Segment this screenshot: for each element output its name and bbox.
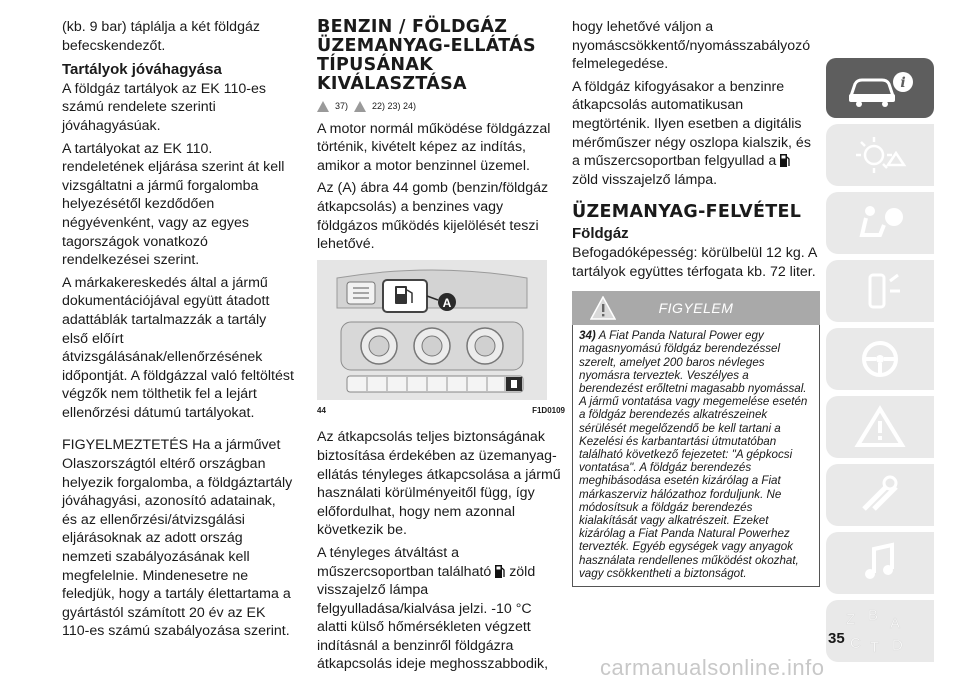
- fuel-paragraph-1: A motor normál működése földgázzal történik, kivételt képez az indítás, amikor a motor benzinnel üzemel.: [317, 120, 551, 174]
- warning-title: FIGYELEM: [658, 299, 734, 316]
- tank-paragraph-1: A földgáz tartályok az EK 110-es számú rendelete szerinti jóváhagyásúak.: [62, 80, 266, 134]
- airbag-safety-icon: [850, 201, 910, 245]
- fuel-paragraph-3: Az átkapcsolás teljes biztonságának biztosítása érdekében az üzemanyag-ellátás tényleges átkapcsolása a jármű használati körülményeitől függ, így előfordulhat, hogy nem azonnal következik be.: [317, 429, 561, 539]
- fuel-paragraph-4-end: zöld visszajelző lámpa felgyulladása/kialvása jelzi. -10 °C alatti külső hőmérsékleten végzett indításnál a benzinről földgázra átkapcsolás ideje meghosszabbodik,: [317, 563, 549, 673]
- fuel-pump-icon: [780, 154, 790, 167]
- page-number: 35: [828, 630, 845, 647]
- sidebar-tab-multimedia[interactable]: [826, 532, 934, 594]
- sidebar-tab-maintenance[interactable]: [826, 464, 934, 526]
- sidebar-tab-service[interactable]: [826, 260, 934, 322]
- warning-box-body: [572, 325, 820, 587]
- dashboard-figure: [317, 260, 565, 421]
- index-letter-c: C: [850, 635, 861, 652]
- chapter-sidebar: [826, 58, 936, 668]
- figure-code: F1D0109: [532, 405, 565, 415]
- tools-maintenance-icon: [850, 473, 910, 517]
- column-middle: [317, 18, 565, 678]
- sidebar-tab-warning[interactable]: [826, 396, 934, 458]
- figure-caption: [317, 402, 565, 421]
- warning-triangle-icon: [317, 101, 329, 112]
- column-left: [62, 18, 294, 645]
- caution-triangle-icon: [354, 101, 366, 112]
- reference-row: [317, 97, 565, 116]
- figure-marker-label: A: [442, 295, 452, 310]
- fuel-pump-icon: [495, 565, 505, 578]
- intro-text: (kb. 9 bar) táplálja a két földgáz befecskendezőt.: [62, 19, 260, 54]
- index-letter-d: D: [892, 637, 903, 654]
- dashboard-lights-icon: [850, 133, 910, 177]
- index-letter-z: Z: [846, 611, 856, 628]
- fuel-paragraph-2: Az (A) ábra 44 gomb (benzin/földgáz átkapcsolás) a benzines vagy földgázos működés kijelölését teszi lehetővé.: [317, 180, 549, 253]
- dashboard-illustration: [317, 260, 547, 400]
- svg-text:i: i: [900, 75, 906, 91]
- index-letter-b: B: [868, 607, 879, 624]
- tank-heading: Tartályok jóváhagyása: [62, 61, 222, 79]
- fuel-selection-heading: BENZIN / FÖLDGÁZ ÜZEMANYAG-ELLÁTÁS TÍPUSÁNAK KIVÁLASZTÁSA: [317, 17, 536, 94]
- wrench-service-icon: [850, 269, 910, 313]
- capacity-paragraph: Befogadóképesség: körülbelül 12 kg. A tartályok együttes térfogata kb. 72 liter.: [572, 244, 817, 280]
- reference-b: 22) 23) 24): [372, 101, 417, 111]
- music-multimedia-icon: [850, 541, 910, 585]
- warning-box-header: [572, 291, 820, 325]
- tank-warning-paragraph: FIGYELMEZTETÉS Ha a járművet Olaszországtól eltérő országban helyezik forgalomba, a földgáztartály jóváhagyási, azonosító adatainak, és az ellenőrzési/átvizsgálási eljárásoknak az adott ország nemzeti szabályozásának kell megfelelnie. Mindenesetre ne feledjük, hogy a tartály élettartama a gyártástól számított 20 év az EK 110-es számú szabályozása szerint.: [62, 437, 293, 640]
- refuel-heading: ÜZEMANYAG-FELVÉTEL: [572, 202, 802, 223]
- column-right: [572, 18, 820, 587]
- natural-gas-subheading: Földgáz: [572, 225, 629, 243]
- index-letter-a: A: [890, 615, 901, 632]
- index-letters-icon: [840, 606, 920, 656]
- tank-paragraph-2: A tartályokat az EK 110. rendeletének eljárása szerint át kell vizsgáltatni a jármű forgalomba helyezésétől kezdődően négyévenként, vagy az egyes tagországok vonatkozó rendelkezései szerint.: [62, 140, 285, 269]
- steering-wheel-icon: [850, 337, 910, 381]
- watermark-text: carmanualsonline.info: [600, 655, 825, 680]
- warning-text: A Fiat Panda Natural Power egy magasnyomású földgáz berendezéssel szerelt, amelyet 200 baros névleges nyomásra terveztek. Veszélyes a berendezést erőltetni magasabb nyomással. A jármű vontatása vagy megemelése esetén a földgáz berendezés alkatrészeinek sérülését megelőzendő be kell tartani a Kezelési és karbantartási útmutatóban található következő fejezetet: "A gépkocsi vontatása". A földgáz berendezés meghibásodása esetén kizárólag a Fiat márkaszerviz hálózathoz forduljunk. Ne módosítsuk a földgáz berendezés kialakítását vagy alkatrészeit. Ezeket kizárólag a Fiat Panda Natural Powerhez tervezték. Egyéb egységek vagy anyagok használata rendellenes működést okozhat, vagy csökkentheti a biztonságot.: [579, 329, 808, 580]
- index-letter-t: T: [870, 639, 880, 656]
- gas-paragraph-2-start: A földgáz kifogyásakor a benzinre átkapcsolás automatikusan megtörténik. Ilyen esetben a digitális mérőműszer négy oszlopa kialszik, és a műszercsoportban felgyullad a: [572, 78, 811, 170]
- figure-number: 44: [317, 405, 326, 415]
- fuel-paragraph-4: [317, 544, 565, 674]
- tank-paragraph-3: A márkakereskedés által a jármű dokumentációjával együtt átadott adattáblák tartalmazzák a tartály első előírt átvizsgálásának/ellenőrzésének időpontját. A földgázzal való feltöltést végzők nem tölthetik fel a lejárt ellenőrzési dátumú tartályokat.: [62, 274, 294, 421]
- warning-triangle-icon: [850, 405, 910, 449]
- fuel-paragraph-4-start: A tényleges átváltást a műszercsoportban található: [317, 544, 492, 580]
- sidebar-tab-car-info[interactable]: [826, 58, 934, 118]
- sidebar-tab-dashboard-lights[interactable]: [826, 124, 934, 186]
- sidebar-tab-airbag-safety[interactable]: [826, 192, 934, 254]
- gas-paragraph-1: hogy lehetővé váljon a nyomáscsökkentő/nyomásszabályozó felmelegedése.: [572, 19, 811, 73]
- sidebar-tab-steering[interactable]: [826, 328, 934, 390]
- reference-a: 37): [335, 101, 349, 111]
- car-info-icon: [845, 68, 915, 108]
- warning-number: 34): [579, 329, 596, 343]
- gas-paragraph-2-end: zöld visszajelző lámpa.: [572, 171, 718, 188]
- gas-paragraph-2: [572, 78, 820, 190]
